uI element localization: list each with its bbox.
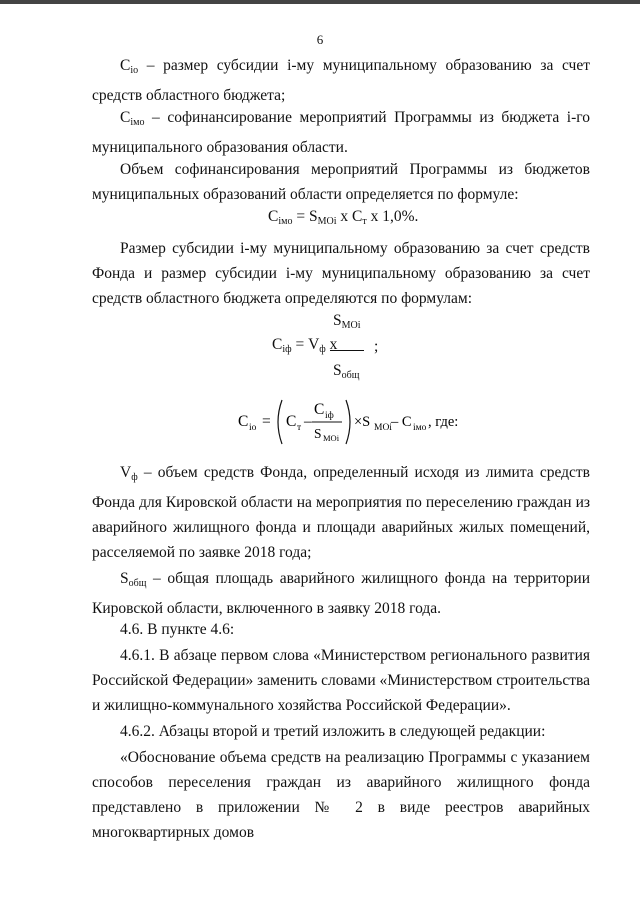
svg-text:=: = — [262, 413, 271, 430]
svg-text:iо: iо — [249, 423, 257, 433]
var-sub: общ — [128, 578, 147, 589]
paragraph-4-6: 4.6. В пункте 4.6: — [120, 621, 235, 638]
paragraph-cimo-definition — [92, 105, 590, 160]
svg-text:МОi: МОi — [323, 433, 340, 443]
definition-text: – софинансирование мероприятий Программы из бюджета i-го муниципального образования области. — [92, 109, 590, 156]
svg-text:×S: ×S — [354, 414, 371, 430]
svg-text:С: С — [314, 401, 325, 418]
svg-text:С: С — [286, 413, 297, 430]
var-c: С — [120, 109, 131, 126]
paragraph-cio-definition — [92, 53, 590, 108]
paragraph-sobsh-definition — [92, 566, 590, 621]
formula-cif-end: ; — [374, 338, 379, 355]
var-s: S — [120, 570, 129, 587]
paragraph-vf-definition — [92, 460, 590, 565]
formula-cio — [236, 392, 476, 452]
svg-text:–: – — [304, 413, 312, 430]
paragraph-4-6-2: 4.6.2. Абзацы второй и третий изложить в следующей редакции: — [120, 723, 546, 740]
paragraph-cofinancing: Объем софинансирования мероприятий Программы из бюджетов муниципальных образований области определяется по формуле: — [92, 161, 590, 203]
svg-text:т: т — [297, 423, 302, 433]
paragraph-subsidy-size: Размер субсидии i-му муниципальному образованию за счет средств Фонда и размер субсидии i-му муниципальному образованию за счет средств областного бюджета определяются по формулам: — [92, 240, 590, 307]
svg-text:, где:: , где: — [428, 414, 459, 430]
definition-text: – размер субсидии i-му муниципальному образованию за счет средств областного бюджета; — [92, 57, 590, 104]
formula-cif-lhs: $С_{iф} = V_ф$ x — [272, 336, 338, 355]
definition-text: – объем средств Фонда, определенный исходя из лимита средств Фонда для Кировской области на мероприятия по переселению граждан из аварийного жилищного фонда и площади аварийных жилых помещений, расселяемой по заявке 2018 года; — [92, 464, 590, 561]
formula-cimo: $С_{iмо} = S_{МОi}$ x $С_т$ x 1,0%. — [268, 208, 419, 227]
paragraph-4-6-1: 4.6.1. В абзаце первом слова «Министерством регионального развития Российской Федерации» заменить словами «Министерством строительства и жилищно-коммунального хозяйства Российской Федерации». — [92, 647, 590, 714]
var-v: V — [120, 464, 132, 481]
var-sub: ф — [131, 472, 138, 483]
var-sub: iмо — [130, 117, 145, 128]
svg-text:iф: iф — [325, 411, 334, 421]
var-sub: iо — [130, 65, 139, 76]
top-border-line — [0, 0, 640, 4]
paragraph-justification: «Обоснование объема средств на реализацию Программы с указанием способов переселения граждан из аварийного жилищного фонда представлено в приложении № 2 в виде реестров аварийных многоквартирных домов — [92, 749, 590, 841]
formula-cif-denominator: $S_{общ}$ — [333, 362, 360, 381]
svg-text:МОi: МОi — [374, 423, 392, 433]
svg-text:iмо: iмо — [413, 423, 427, 433]
definition-text: – общая площадь аварийного жилищного фонда на территории Кировской области, включенного в заявку 2018 года. — [92, 570, 590, 617]
var-c: С — [120, 57, 131, 74]
svg-text:S: S — [314, 426, 322, 441]
right-paren — [346, 400, 350, 444]
formula-cif-numerator: $S_{МОi}$ — [333, 312, 361, 331]
svg-text:– С: – С — [391, 414, 412, 430]
page-number: 6 — [316, 32, 324, 47]
left-paren — [278, 400, 282, 444]
formula-cif-fraction-line — [330, 338, 364, 356]
formula3-lhs: С — [238, 413, 249, 430]
